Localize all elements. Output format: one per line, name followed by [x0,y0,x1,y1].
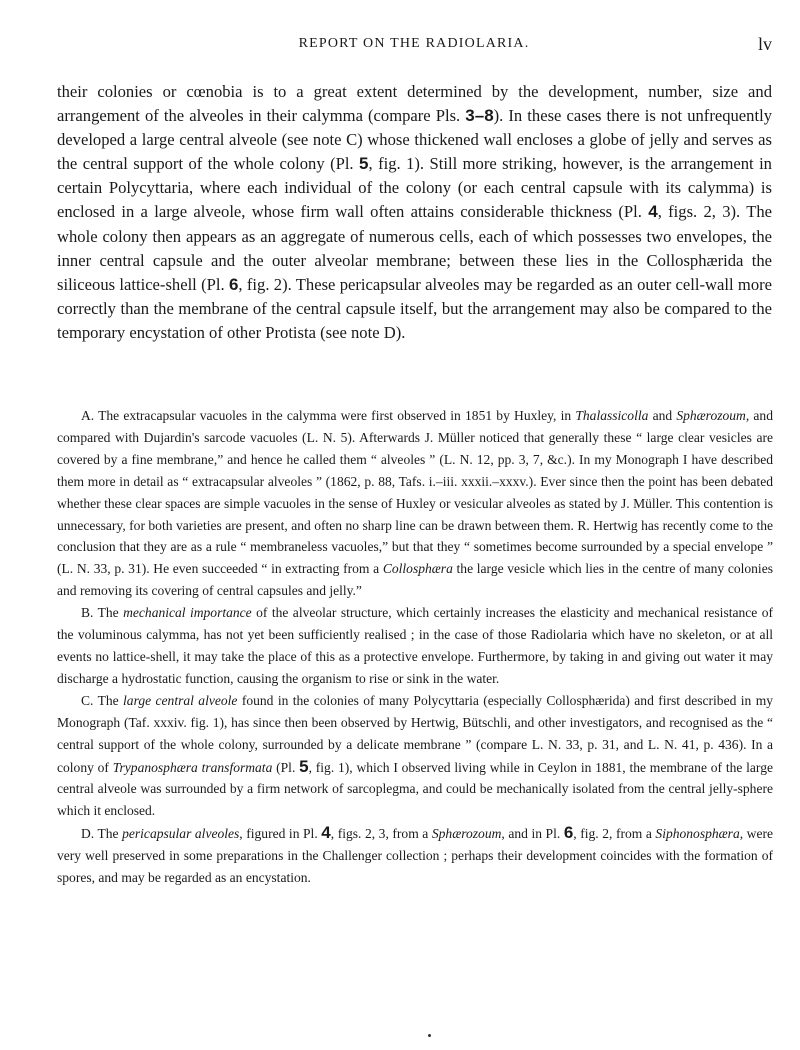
text-run: , figs. 2, 3, from a [330,826,432,842]
text-run: , were very well preserved in some preparations in the Challenger collection ; perhaps their development coincides with the formation of spores, and may be regarded as an encystation. [57,826,774,886]
text-run: , figs. 2, 3). The whole colony then appears as an aggregate of numerous cells, each of which possesses two envelopes, the inner central capsule and the outer alveolar membrane; between these lies in the Collosphærida the siliceous lattice-shell (Pl. [57,202,773,294]
plate-reference: 3–8 [465,106,494,126]
page-number: lv [757,34,772,54]
text-run: , fig. 2). These pericapsular alveoles may be regarded as an outer cell-wall more correctly than the membrane of the central capsule itself, but the arrangement may also be compared to the temporary encystation of other Protista (see note D). [57,274,773,342]
text-run: , fig. 1), which I observed living while in Ceylon in 1881, the membrane of the large central alveole was surrounded by a firm network of sarcoplegma, and could be mechanically isolated from the central jelly-sphere which it enclosed. [57,759,773,819]
text-run: , and in Pl. [501,826,564,842]
plate-reference: 5 [299,756,309,776]
text-run: their colonies or cœnobia is to a great extent determined by the development, number, size and arrangement of the alveoles in their calymma (compare Pls. [57,82,772,126]
text-run: C. The [81,692,124,708]
italic-term: large central alveole [123,692,238,708]
note-c [57,690,773,822]
text-run: the large vesicle which lies in the centre of many colonies and removing its covering of central capsules and jelly.” [57,561,773,599]
text-run: , fig. 2, from a [573,826,656,842]
notes-section [57,405,773,889]
note-d [57,822,773,889]
text-run: ). In these cases there is not unfrequently developed a large central alveole (see note C) whose thickened wall encloses a globe of jelly and serves as the central support of the whole colony (Pl. [57,106,772,174]
plate-reference: 6 [228,274,239,294]
note-b [57,602,773,690]
text-run: of the alveolar structure, which certainly increases the elasticity and mechanical resistance of the voluminous calymma, has not yet been sufficiently realised ; in the case of those Radiolaria which have no skeleton, or at all events no lattice-shell, it may take the place of this as a protective envelope. Furthermore, by taking in and giving out water it may discharge a hydrostatic function, causing the organism to rise or sink in the water. [57,605,774,686]
note-a [57,405,773,602]
print-speck [428,1034,431,1037]
text-run: A. The extracapsular vacuoles in the calymma were first observed in 1851 by Huxley, in [81,408,576,423]
italic-term: pericapsular alveoles [122,826,240,842]
italic-term: Collosphæra [382,561,453,577]
italic-term: Sphærozoum [676,408,746,423]
italic-term: mechanical importance [123,605,252,621]
italic-term: Thalassicolla [575,408,649,423]
text-run: found in the colonies of many Polycyttaria (especially Collosphærida) and first described in my Monograph (Taf. xxxiv. fig. 1), has since then been observed by Hertwig, Bütschli, and other investigators, and recognised as the “ central support of the whole colony, surrounded by a delicate membrane ” (compare L. N. 33, p. 31, and L. N. 41, p. 436). In a colony of [57,692,774,775]
running-title: REPORT ON THE RADIOLARIA. [298,36,530,51]
text-run: , fig. 1). Still more striking, however, is the arrangement in certain Polycyttaria, where each individual of the colony (or each central capsule with its calymma) is enclosed in a large alveole, whose firm wall often attains considerable thickness (Pl. [57,154,772,222]
plate-reference: 4 [648,202,658,222]
running-header [56,34,772,58]
plate-reference: 6 [563,823,574,843]
text-run: B. The [81,605,124,621]
plate-reference: 4 [321,823,331,843]
text-run: D. The [81,826,123,842]
text-run: , and compared with Dujardin's sarcode vacuoles (L. N. 5). Afterwards J. Müller noticed that generally these “ large clear vesicles are covered by a fine membrane,” and hence he called them “ alveoles ” (L. N. 12, pp. 3, 7, &c.). In my Monograph I have described them more in detail as “ extracapsular alveoles ” (1862, p. 88, Tafs. i.–iii. xxxii.–xxxv.). Ever since then the point has been debated whether these clear spaces are simple vacuoles in the sense of Huxley or vesicular alveoles as stated by J. Müller. This contention is unnecessary, for both varieties are present, and often no sharp line can be drawn between them. R. Hertwig has recently come to the conclusion that they are as a rule “ membraneless vacuoles,” but that they “ sometimes become surrounded by a special envelope ” (L. N. 33, p. 31). He even succeeded “ in extracting from a [57,408,773,577]
italic-term: Sphærozoum [431,826,502,842]
plate-reference: 5 [359,154,369,174]
text-run: , figured in Pl. [239,826,322,842]
italic-term: Siphonosphæra [655,826,740,842]
text-run: (Pl. [272,759,300,775]
italic-term: Trypanosphæra transformata [112,759,273,775]
main-paragraph [57,80,772,345]
text-run: and [648,408,677,423]
